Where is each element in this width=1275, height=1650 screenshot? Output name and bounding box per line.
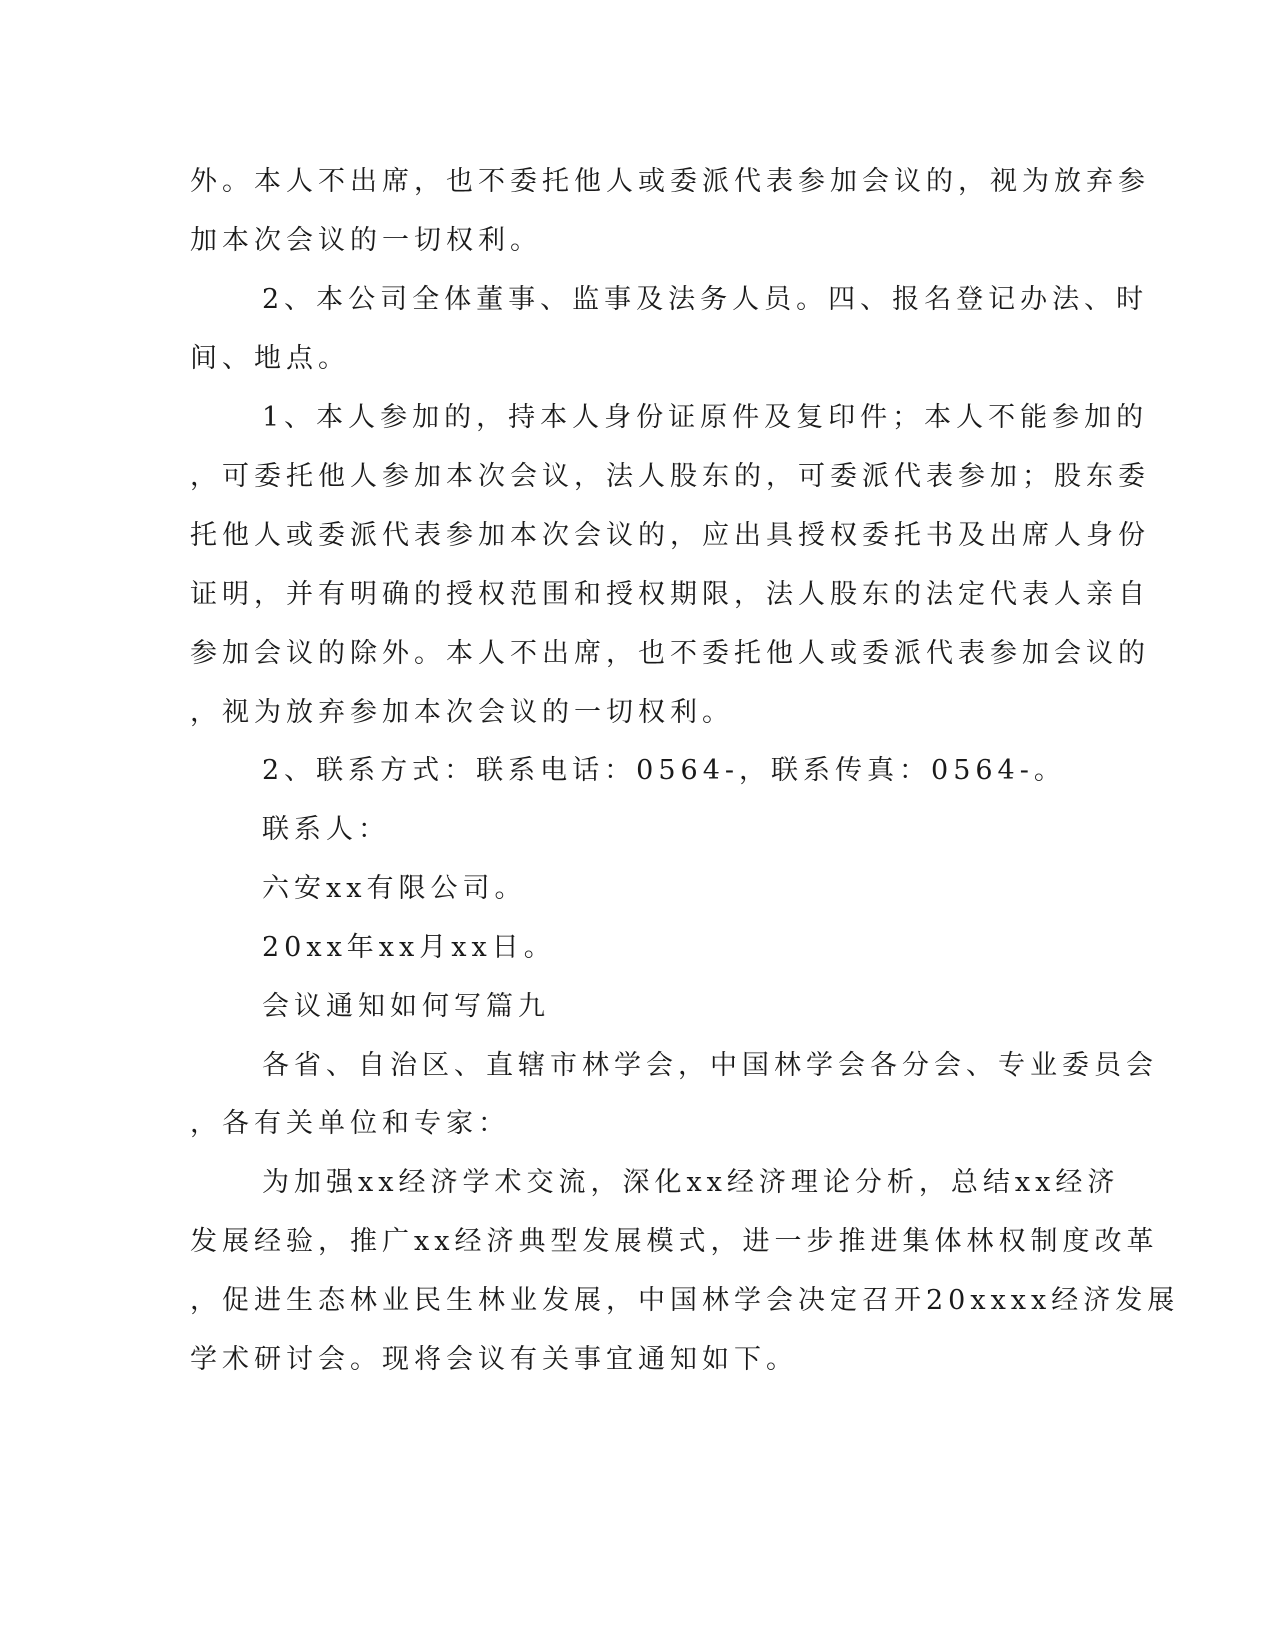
text-line-19: 发展经验，推广xx经济典型发展模式，进一步推进集体林权制度改革 xyxy=(190,1226,1159,1257)
text-line-11: 2、联系方式：联系电话：0564-，联系传真：0564-。 xyxy=(262,755,1066,786)
section-heading: 会议通知如何写篇九 xyxy=(262,991,550,1022)
text-line-20: ，促进生态林业民生林业发展，中国林学会决定召开20xxxx经济发展 xyxy=(190,1285,1180,1316)
text-line-3: 2、本公司全体董事、监事及法务人员。四、报名登记办法、时 xyxy=(262,284,1149,315)
text-line-12: 联系人： xyxy=(262,814,390,845)
text-line-10: ，视为放弃参加本次会议的一切权利。 xyxy=(190,697,734,728)
text-line-14: 20xx年xx月xx日。 xyxy=(262,932,556,963)
text-line-17: ，各有关单位和专家： xyxy=(190,1108,510,1139)
text-line-21: 学术研讨会。现将会议有关事宜通知如下。 xyxy=(190,1344,798,1375)
text-line-7: 托他人或委派代表参加本次会议的，应出具授权委托书及出席人身份 xyxy=(190,520,1150,551)
text-line-6: ，可委托他人参加本次会议，法人股东的，可委派代表参加；股东委 xyxy=(190,461,1150,492)
text-line-18: 为加强xx经济学术交流，深化xx经济理论分析，总结xx经济 xyxy=(262,1167,1120,1198)
text-line-2: 加本次会议的一切权利。 xyxy=(190,225,542,256)
text-line-13: 六安xx有限公司。 xyxy=(262,873,527,904)
text-line-1: 外。本人不出席，也不委托他人或委派代表参加会议的，视为放弃参 xyxy=(190,166,1150,197)
text-line-4: 间、地点。 xyxy=(190,343,350,374)
text-line-5: 1、本人参加的，持本人身份证原件及复印件；本人不能参加的 xyxy=(262,402,1149,433)
text-line-9: 参加会议的除外。本人不出席，也不委托他人或委派代表参加会议的 xyxy=(190,638,1150,669)
text-line-16: 各省、自治区、直辖市林学会，中国林学会各分会、专业委员会 xyxy=(262,1050,1158,1081)
text-line-8: 证明，并有明确的授权范围和授权期限，法人股东的法定代表人亲自 xyxy=(190,579,1150,610)
